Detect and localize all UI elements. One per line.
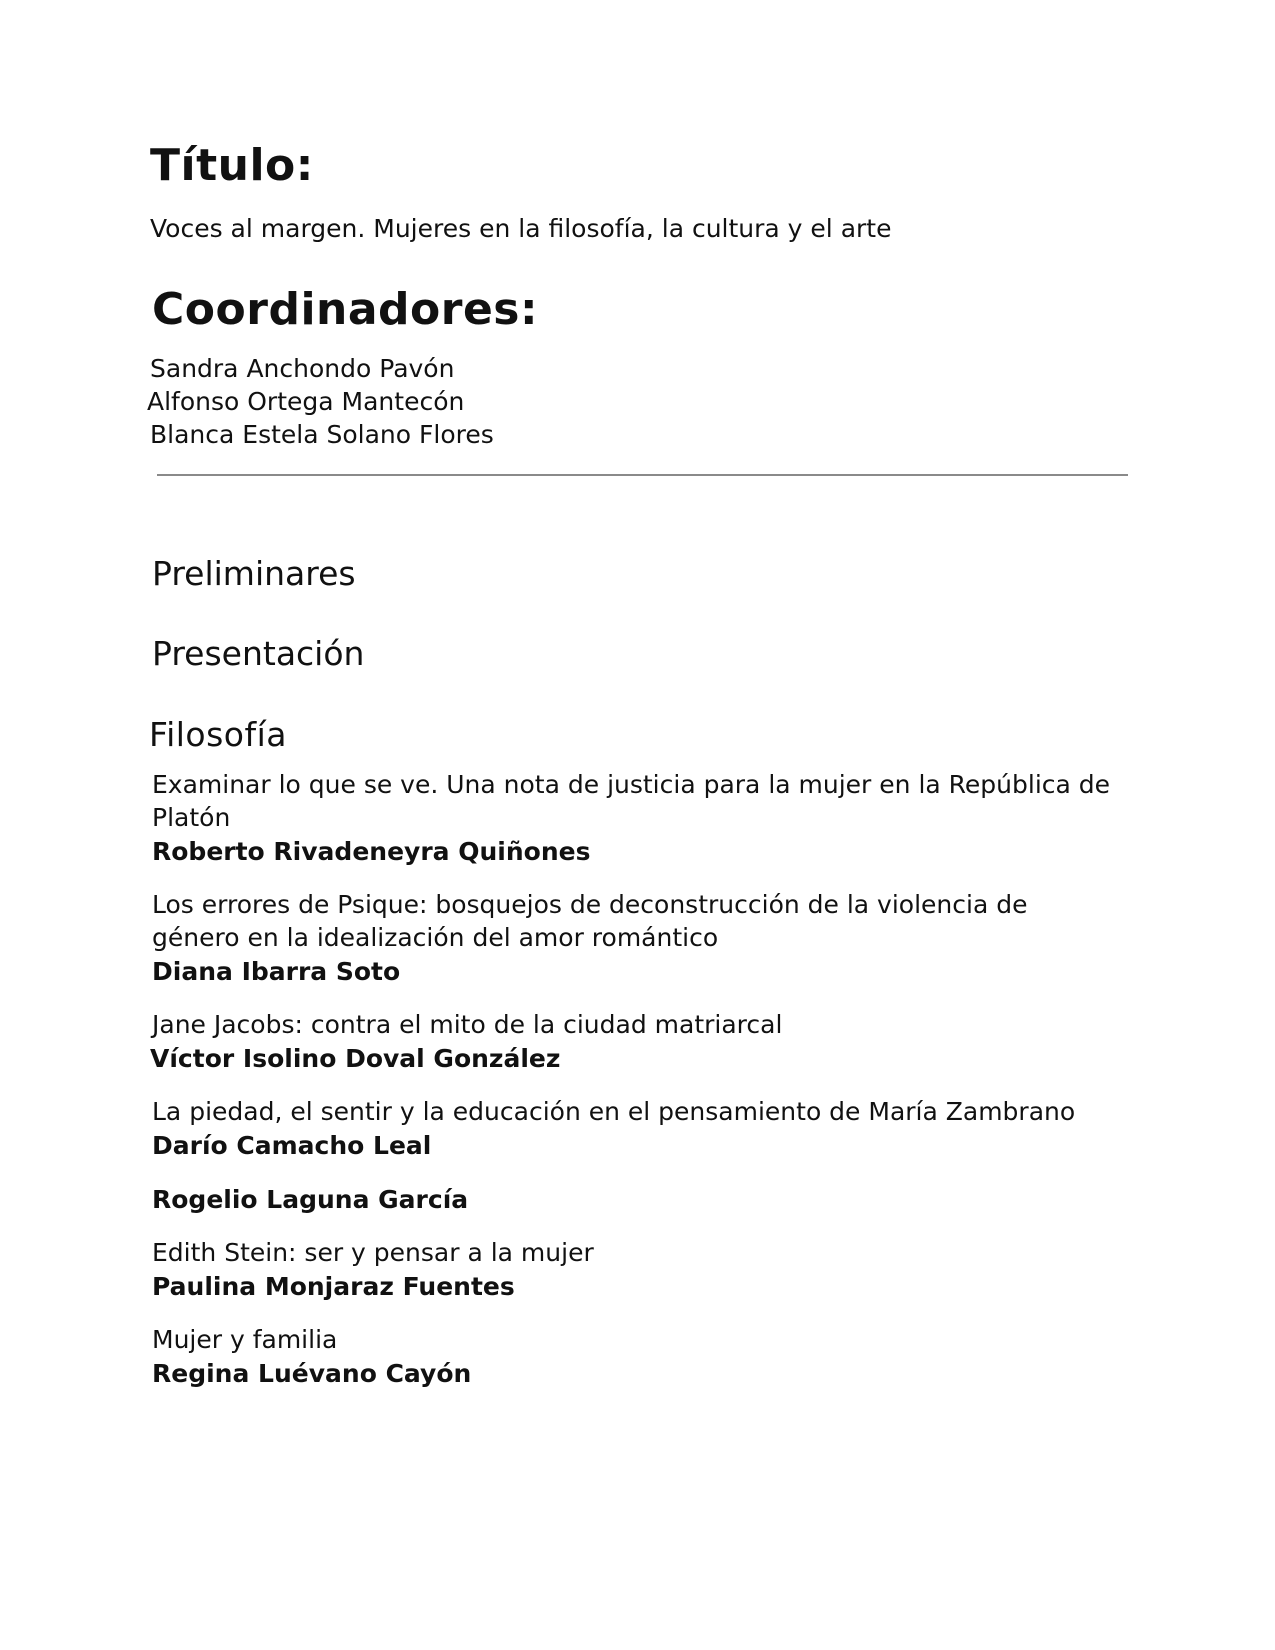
entry-title: Edith Stein: ser y pensar a la mujer	[152, 1238, 594, 1267]
coordinators-list	[147, 352, 494, 451]
entry-title: Los errores de Psique: bosquejos de deconstrucción de la violencia de género en la idealización del amor romántico	[152, 890, 1028, 952]
section-preliminares: Preliminares	[152, 554, 356, 593]
horizontal-divider	[157, 474, 1128, 476]
entry-author: Regina Luévano Cayón	[152, 1359, 472, 1388]
section-presentacion: Presentación	[152, 634, 365, 673]
toc-entry	[152, 1095, 1112, 1163]
entry-author: Roberto Rivadeneyra Quiñones	[152, 837, 591, 866]
toc-entry	[152, 1236, 1112, 1304]
title-heading: Título:	[150, 140, 314, 191]
entry-title: Mujer y familia	[152, 1325, 338, 1354]
section-filosofia: Filosofía	[149, 715, 287, 754]
entry-title: Examinar lo que se ve. Una nota de justicia para la mujer en la República de Platón	[152, 770, 1111, 832]
entry-title: Jane Jacobs: contra el mito de la ciudad matriarcal	[152, 1010, 783, 1039]
book-title: Voces al margen. Mujeres en la filosofía, la cultura y el arte	[150, 214, 892, 243]
toc-entry	[152, 1008, 1112, 1076]
entry-author: Paulina Monjaraz Fuentes	[152, 1272, 515, 1301]
table-of-contents	[152, 768, 1112, 1410]
coordinator-name: Blanca Estela Solano Flores	[150, 420, 494, 449]
coordinator-name: Sandra Anchondo Pavón	[150, 354, 455, 383]
toc-entry	[152, 1182, 1112, 1217]
coordinators-heading: Coordinadores:	[152, 284, 539, 335]
toc-entry	[152, 768, 1112, 869]
toc-entry	[152, 1323, 1112, 1391]
entry-title: La piedad, el sentir y la educación en el pensamiento de María Zambrano	[152, 1097, 1076, 1126]
entry-author: Rogelio Laguna García	[152, 1185, 469, 1214]
entry-author: Diana Ibarra Soto	[152, 957, 401, 986]
entry-author: Darío Camacho Leal	[152, 1131, 432, 1160]
coordinator-name: Alfonso Ortega Mantecón	[147, 387, 465, 416]
toc-entry	[152, 888, 1112, 989]
entry-author: Víctor Isolino Doval González	[150, 1044, 561, 1073]
